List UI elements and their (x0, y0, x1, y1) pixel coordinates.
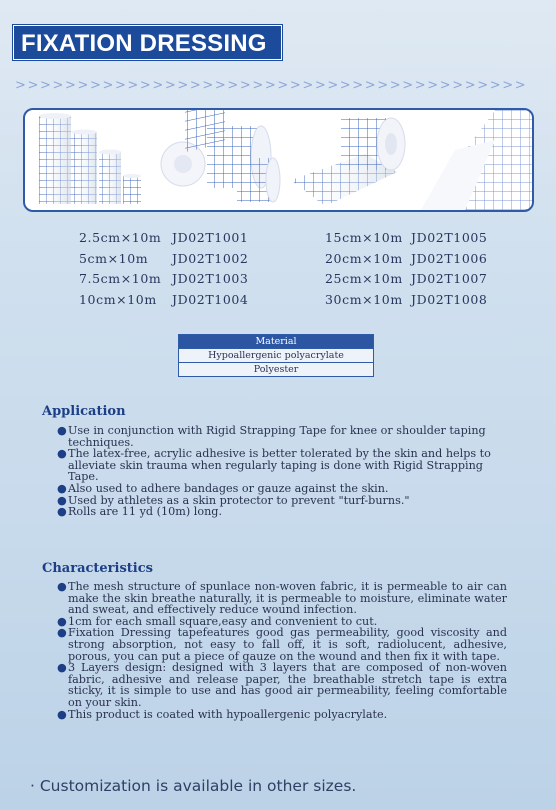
material-table (178, 334, 374, 377)
list-item: ● Also used to adhere bandages or gauze against the skin. (57, 481, 389, 495)
list-item: ● Fixation Dressing tapefeatures good gas permeability, good viscosity and strong absorption, not easy to fall off, it is soft, radiolucent, adhesive, porous, you can put a piece of gauze on the wound and then fix it with tape. (57, 626, 507, 663)
size-value: 30cm×10m (325, 291, 403, 307)
bullet-icon: ● (57, 661, 67, 675)
size-value: 15cm×10m (325, 230, 403, 245)
size-row (79, 251, 249, 272)
product-code: JD02T1003 (172, 271, 249, 286)
bullet-icon: ● (57, 447, 67, 461)
size-row (325, 292, 488, 313)
size-list-left (79, 230, 249, 312)
material-header: Material (179, 335, 374, 349)
size-value: 5cm×10m (79, 250, 149, 266)
material-row: Hypoallergenic polyacrylate (179, 349, 374, 363)
unrolling-roll-photo (291, 118, 405, 206)
product-code: JD02T1002 (172, 250, 249, 266)
product-photo-panel (23, 108, 534, 212)
product-code: JD02T1008 (411, 291, 488, 307)
size-row (79, 230, 249, 251)
size-row (79, 271, 249, 292)
product-code: JD02T1004 (172, 291, 249, 307)
bullet-icon: ● (57, 481, 67, 495)
characteristics-heading: Characteristics (42, 561, 153, 576)
list-item: ● The mesh structure of spunlace non-woven fabric, it is permeable to air can make the skin breathe naturally, it is permeable to moisture, eliminate water and sweat, and effectively reduce wound infection. (57, 580, 507, 617)
size-row (79, 292, 249, 313)
characteristics-list (57, 581, 507, 720)
list-item: ● Rolls are 11 yd (10m) long. (57, 505, 223, 519)
product-code: JD02T1005 (411, 230, 488, 245)
size-row (325, 271, 488, 292)
list-item: ● 1cm for each small square,easy and convenient to cut. (57, 614, 378, 628)
arrow-divider: >>>>>>>>>>>>>>>>>>>>>>>>>>>>>>>>>>>>>>>>> (15, 78, 528, 93)
size-value: 2.5cm×10m (79, 230, 162, 245)
page-title: FIXATION DRESSING (13, 25, 282, 60)
size-value: 25cm×10m (325, 271, 403, 286)
size-value: 10cm×10m (79, 291, 157, 307)
bullet-icon: ● (57, 580, 67, 593)
bullet-icon: ● (57, 424, 67, 437)
list-item: ● Used by athletes as a skin protector to prevent "turf-burns." (57, 493, 410, 507)
bullet-icon: ● (57, 505, 67, 519)
application-list (57, 425, 517, 518)
closeup-sheet-photo (421, 110, 532, 210)
list-item: ● The latex-free, acrylic adhesive is better tolerated by the skin and helps to alleviate skin trauma when regularly taping is done with Rigid Strapping Tape. (57, 447, 491, 484)
lying-rolls-photo (161, 110, 280, 202)
bullet-icon: ● (57, 493, 67, 507)
standing-rolls-photo (39, 113, 141, 204)
product-code: JD02T1007 (411, 271, 488, 286)
size-row (325, 230, 488, 251)
size-value: 20cm×10m (325, 250, 403, 266)
product-code: JD02T1001 (172, 230, 249, 245)
list-item: ● This product is coated with hypoallergenic polyacrylate. (57, 707, 388, 721)
list-item: ● 3 Layers design: designed with 3 layers that are composed of non-woven fabric, adhesive and release paper, the breathable stretch tape is extra sticky, it is simple to use and has good air permeability, feeling comfortable on your skin. (57, 661, 507, 709)
customization-note: · Customization is available in other sizes. (30, 777, 357, 795)
size-value: 7.5cm×10m (79, 271, 162, 286)
product-code: JD02T1006 (411, 250, 488, 266)
size-list-right (325, 230, 488, 312)
product-photos (25, 110, 532, 210)
application-heading: Application (42, 404, 126, 419)
bullet-icon: ● (57, 707, 67, 721)
size-row (325, 251, 488, 272)
list-item: ● Use in conjunction with Rigid Strapping Tape for knee or shoulder taping techniques. (57, 424, 486, 449)
bullet-icon: ● (57, 614, 67, 628)
bullet-icon: ● (57, 626, 67, 640)
material-row: Polyester (179, 363, 374, 377)
